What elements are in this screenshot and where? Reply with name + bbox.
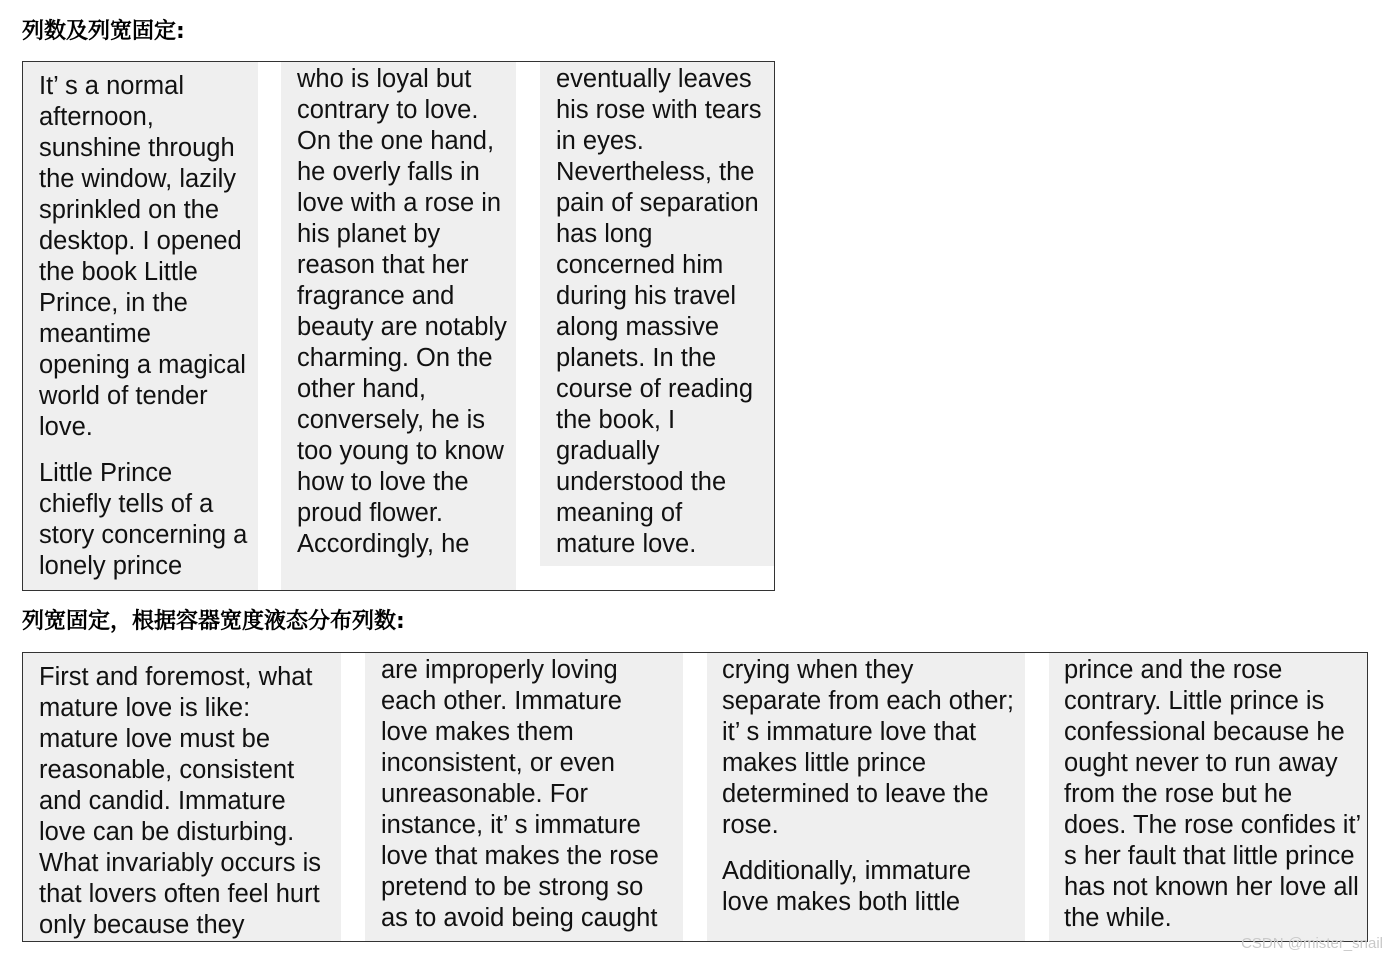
text-column-1 xyxy=(23,62,258,590)
paragraph: prince and the rose contrary. Little prince is confessional because he ought never to run away from the rose but he does. The rose confides it’ s her fault that little prince has not known her love all the while. xyxy=(1064,656,1361,932)
paragraph: are improperly loving each other. Immature love makes them inconsistent, or even unreasonable. For instance, it’ s immature love that makes the rose pretend to be strong so as to avoid being caught xyxy=(381,656,659,932)
paragraph: who is loyal but contrary to love. On the one hand, he overly falls in love with a rose in his planet by reason that her fragrance and beauty are notably charming. On the other hand, conversely, he is too young to know how to love the proud flower. Accordingly, he xyxy=(297,65,507,558)
paragraph: Additionally, immature love makes both little xyxy=(722,857,971,916)
text-column-4 xyxy=(1049,653,1367,941)
section-heading-fixed-columns: 列数及列宽固定: xyxy=(22,19,185,44)
multicolumn-container-fluid xyxy=(22,652,1368,942)
paragraph: It’ s a normal afternoon, sunshine through the window, lazily sprinkled on the desktop. I opened the book Little Prince, in the meantime opening a magical world of tender love. xyxy=(39,72,246,441)
paragraph: Little Prince chiefly tells of a story concerning a lonely prince xyxy=(39,459,248,580)
paragraph: First and foremost, what mature love is like: mature love must be reasonable, consistent and candid. Immature love can be disturbing. What invariably occurs is that lovers often feel hurt only because they xyxy=(39,663,322,939)
paragraph: eventually leaves his rose with tears in eyes. Nevertheless, the pain of separation has long concerned him during his travel along massive planets. In the course of reading the book, I gradually understood the meaning of mature love. xyxy=(556,65,762,558)
paragraph: crying when they separate from each other; it’ s immature love that makes little prince determined to leave the rose. xyxy=(722,656,1014,839)
text-column-2 xyxy=(365,653,683,941)
text-column-1 xyxy=(23,653,341,941)
text-column-3 xyxy=(540,62,775,566)
text-column-3 xyxy=(707,653,1025,941)
watermark: CSDN @mister_snail xyxy=(1241,935,1383,952)
multicolumn-container-fixed xyxy=(22,61,775,591)
text-column-2 xyxy=(281,62,516,590)
section-heading-fluid-columns: 列宽固定，根据容器宽度液态分布列数: xyxy=(22,609,405,634)
